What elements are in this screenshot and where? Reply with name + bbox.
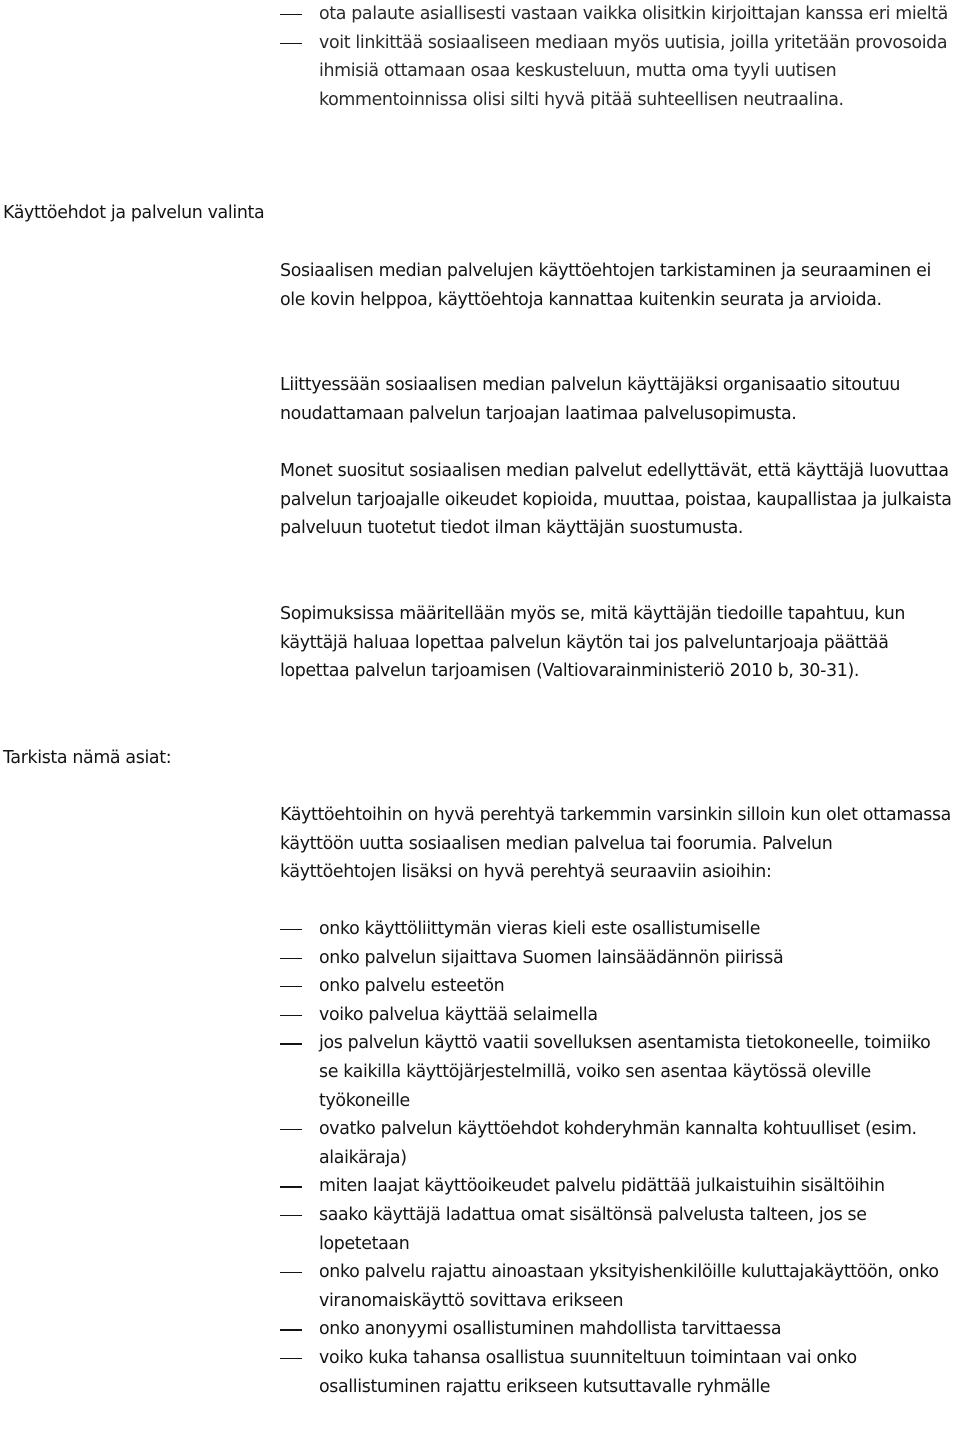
list-item-text: ota palaute asiallisesti vastaan vaikka olisitkin kirjoittajan kanssa eri mieltä bbox=[319, 4, 948, 24]
list-item bbox=[280, 1172, 952, 1201]
heading-terms-and-service-choice: Käyttöehdot ja palvelun valinta bbox=[3, 203, 265, 223]
list-item-text: onko käyttöliittymän vieras kieli este osallistumiselle bbox=[319, 919, 761, 939]
list-item bbox=[280, 1344, 952, 1401]
list-item-text: voiko palvelua käyttää selaimella bbox=[319, 1004, 598, 1025]
paragraph-familiarize-terms: Käyttöehtoihin on hyvä perehtyä tarkemmin varsinkin silloin kun olet ottamassa käyttöön uutta sosiaalisen median palvelua tai foorumia. Palvelun käyttöehtojen lisäksi on hyvä perehtyä seuraaviin asioihin: bbox=[280, 805, 951, 883]
list-item bbox=[280, 1001, 952, 1030]
dash-bullet-icon bbox=[280, 958, 302, 959]
dash-bullet-icon bbox=[280, 1329, 302, 1330]
dash-bullet-icon bbox=[280, 986, 302, 987]
list-item-text: saako käyttäjä ladattua omat sisältönsä palvelusta talteen, jos se lopetetaan bbox=[319, 1204, 867, 1254]
dash-bullet-icon bbox=[280, 43, 302, 44]
dash-bullet-icon bbox=[280, 1272, 302, 1273]
dash-bullet-icon bbox=[280, 1186, 302, 1187]
paragraph-service-agreement: Liittyessään sosiaalisen median palvelun käyttäjäksi organisaatio sitoutuu noudattamaan palvelun tarjoajan laatimaa palvelusopimusta. bbox=[280, 375, 901, 424]
dash-bullet-icon bbox=[280, 929, 302, 930]
list-item-text: voit linkittää sosiaaliseen mediaan myös uutisia, joilla yritetään provosoida ihmisiä ottamaan osaa keskusteluun, mutta oma tyyli uutisen kommentoinnissa olisi silti hyvä pitää suhteellisen neutraalina. bbox=[319, 32, 948, 110]
list-item-text: onko palvelun sijaittava Suomen lainsäädännön piirissä bbox=[319, 947, 784, 968]
paragraph-termination: Sopimuksissa määritellään myös se, mitä käyttäjän tiedoille tapahtuu, kun käyttäjä haluaa lopettaa palvelun käytön tai jos palveluntarjoaja päättää lopettaa palvelun tarjoamisen (Valtiovarainministeriö 2010 b, 30-31). bbox=[280, 604, 906, 682]
dash-bullet-icon bbox=[280, 1215, 302, 1216]
list-item-text: ovatko palvelun käyttöehdot kohderyhmän kannalta kohtuulliset (esim. alaikäraja) bbox=[319, 1119, 917, 1168]
dash-bullet-icon bbox=[280, 1129, 302, 1130]
list-item bbox=[280, 1029, 952, 1115]
list-item-text: miten laajat käyttöoikeudet palvelu pidättää julkaistuihin sisältöihin bbox=[319, 1176, 885, 1197]
heading-check-these: Tarkista nämä asiat: bbox=[3, 748, 172, 768]
list-item bbox=[280, 29, 952, 115]
list-item bbox=[280, 1258, 952, 1315]
checklist bbox=[280, 915, 952, 1401]
dash-bullet-icon bbox=[280, 14, 302, 15]
list-item bbox=[280, 944, 952, 973]
dash-bullet-icon bbox=[280, 1043, 302, 1044]
intro-list bbox=[280, 0, 952, 114]
list-item-text: onko anonyymi osallistuminen mahdollista tarvittaessa bbox=[319, 1319, 782, 1340]
dash-bullet-icon bbox=[280, 1015, 302, 1016]
list-item bbox=[280, 915, 952, 944]
list-item-text: onko palvelu rajattu ainoastaan yksityishenkilöille kuluttajakäyttöön, onko viranomaiskäyttö sovittava erikseen bbox=[319, 1262, 939, 1311]
list-item bbox=[280, 1115, 952, 1172]
dash-bullet-icon bbox=[280, 1358, 302, 1359]
list-item-text: onko palvelu esteetön bbox=[319, 976, 505, 997]
list-item bbox=[280, 1315, 952, 1344]
list-item bbox=[280, 1201, 952, 1258]
list-item bbox=[280, 972, 952, 1001]
paragraph-content-rights: Monet suositut sosiaalisen median palvelut edellyttävät, että käyttäjä luovuttaa palvelun tarjoajalle oikeudet kopioida, muuttaa, poistaa, kaupallistaa ja julkaista palveluun tuotetut tiedot ilman käyttäjän suostumusta. bbox=[280, 461, 952, 539]
list-item-text: voiko kuka tahansa osallistua suunniteltuun toimintaan vai onko osallistuminen rajattu erikseen kutsuttavalle ryhmälle bbox=[319, 1347, 857, 1397]
list-item-text: jos palvelun käyttö vaatii sovelluksen asentamista tietokoneelle, toimiiko se kaikilla käyttöjärjestelmillä, voiko sen asentaa käytössä oleville työkoneille bbox=[319, 1033, 931, 1111]
list-item bbox=[280, 0, 952, 29]
paragraph-terms-checking: Sosiaalisen median palvelujen käyttöehtojen tarkistaminen ja seuraaminen ei ole kovin helppoa, käyttöehtoja kannattaa kuitenkin seurata ja arvioida. bbox=[280, 261, 931, 310]
